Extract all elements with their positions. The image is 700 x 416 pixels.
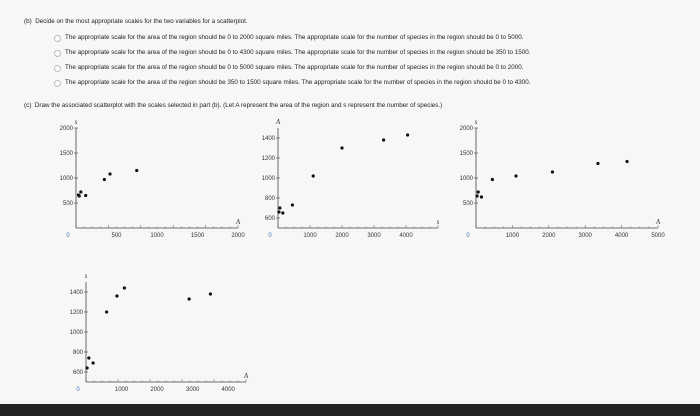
axes [262,118,440,239]
x-tick-label: 2000 [150,387,164,393]
data-point [135,169,138,172]
x-tick-label: 3000 [185,387,200,393]
y-tick-label: 500 [462,201,473,207]
x-tick-label: 1000 [114,387,129,393]
data-points [277,133,409,214]
data-point [103,178,106,181]
x-tick-label: 3000 [578,233,592,239]
data-points [77,169,139,198]
y-tick-label: 1000 [459,176,473,182]
data-point [551,170,554,173]
data-point [85,366,88,369]
data-point [105,310,108,313]
x-tick-label: 2000 [335,233,349,239]
data-point [491,178,494,181]
x-axis-label: A [235,218,241,226]
x-tick-label: 1000 [150,233,164,239]
data-point [188,297,191,300]
axes [60,118,246,239]
data-point [480,195,483,198]
y-tick-label: 1000 [59,176,73,182]
origin-label: 0 [76,387,80,393]
option-d-radio[interactable] [54,80,61,87]
y-tick-label: 800 [264,196,275,202]
origin-label: 0 [66,233,70,239]
data-point [277,210,280,213]
data-point [115,294,118,297]
origin-label: 0 [466,233,470,239]
x-tick-label: 4000 [614,233,629,239]
part-c-question [24,103,442,109]
option-c[interactable] [54,65,523,72]
option-c-radio[interactable] [54,65,61,72]
data-points [85,286,212,369]
x-tick-label: 2000 [231,233,245,239]
x-tick-label: 5000 [651,233,665,239]
data-point [281,211,284,214]
data-points [475,160,628,199]
part-c-label: (c) [24,102,32,109]
option-c-text: The appropriate scale for the area of the region should be 0 to 5000 square miles. The appropriate scale for the number of species in the region should be 0 to 2000. [65,64,524,72]
data-point [477,190,480,193]
data-point [87,356,90,359]
y-axis-label: s [84,272,88,280]
scatterplot-3-svg [448,114,666,246]
x-tick-label: 1000 [505,233,520,239]
y-tick-label: 1500 [459,151,473,157]
data-point [312,174,315,177]
x-tick-label: 3000 [367,233,381,239]
bottom-bar [0,404,700,416]
scatterplot-option-2[interactable] [250,114,450,246]
data-point [79,190,82,193]
scatterplot-option-1[interactable] [30,114,250,246]
axes [70,272,249,393]
y-tick-label: 1000 [261,176,275,182]
data-point [625,160,628,163]
data-point [209,292,212,295]
data-point [123,286,126,289]
data-point [382,138,385,141]
x-tick-label: 4000 [399,233,413,239]
y-tick-label: 600 [72,370,83,376]
option-a[interactable] [54,35,523,42]
part-b-question [24,19,248,25]
y-tick-label: 2000 [459,126,473,132]
part-b-text: Decide on the most appropriate scales for the two variables for a scatterplot. [35,18,248,25]
y-tick-label: 600 [264,216,275,222]
x-tick-label: 4000 [221,387,235,393]
data-point [406,133,409,136]
scatterplot-1-svg [30,114,250,246]
part-b-label: (b) [24,18,32,25]
x-axis-label: A [243,372,249,380]
y-tick-label: 1400 [69,290,83,296]
data-point [108,172,111,175]
data-point [278,206,281,209]
scatterplot-4-svg [58,268,258,400]
y-tick-label: 1200 [69,310,83,316]
x-axis-label: s [436,218,440,226]
option-d[interactable] [54,80,530,87]
option-b-radio[interactable] [54,50,61,57]
option-b-text: The appropriate scale for the area of the region should be 0 to 4300 square miles. The appropriate scale for the number of species in the region should be 350 to 1500. [65,49,531,57]
axes [460,118,666,239]
y-tick-label: 2000 [59,126,73,132]
option-d-text: The appropriate scale for the area of the region should be 350 to 1500 square miles. The appropriate scale for the number of species in the region should be 0 to 4300. [65,79,531,87]
data-point [514,174,517,177]
part-c-text: Draw the associated scatterplot with the scales selected in part (b). (Let A represent the area of the region and s represent the number of species.) [34,102,443,109]
y-tick-label: 1400 [261,136,275,142]
x-axis-label: A [655,218,661,226]
data-point [475,194,478,197]
y-tick-label: 1500 [59,151,73,157]
scatterplot-option-3[interactable] [448,114,666,246]
scatterplot-2-svg [250,114,450,246]
y-tick-label: 1200 [261,156,275,162]
x-tick-label: 1000 [303,233,317,239]
option-a-text: The appropriate scale for the area of the region should be 0 to 2000 square miles. The appropriate scale for the number of species in the region should be 0 to 5000. [65,34,524,42]
data-point [84,194,87,197]
data-point [291,203,294,206]
y-tick-label: 1000 [69,330,83,336]
option-b[interactable] [54,50,530,57]
y-axis-label: s [474,118,478,126]
option-a-radio[interactable] [54,35,61,42]
x-tick-label: 2000 [542,233,556,239]
scatterplot-option-4[interactable] [58,268,258,400]
data-point [340,146,343,149]
origin-label: 0 [268,233,272,239]
y-axis-label: s [74,118,78,126]
data-point [92,361,95,364]
x-tick-label: 500 [111,233,122,239]
y-tick-label: 800 [72,350,83,356]
x-tick-label: 1500 [190,233,205,239]
data-point [596,162,599,165]
data-point [78,194,81,197]
y-tick-label: 500 [62,201,73,207]
y-axis-label: A [275,118,281,126]
